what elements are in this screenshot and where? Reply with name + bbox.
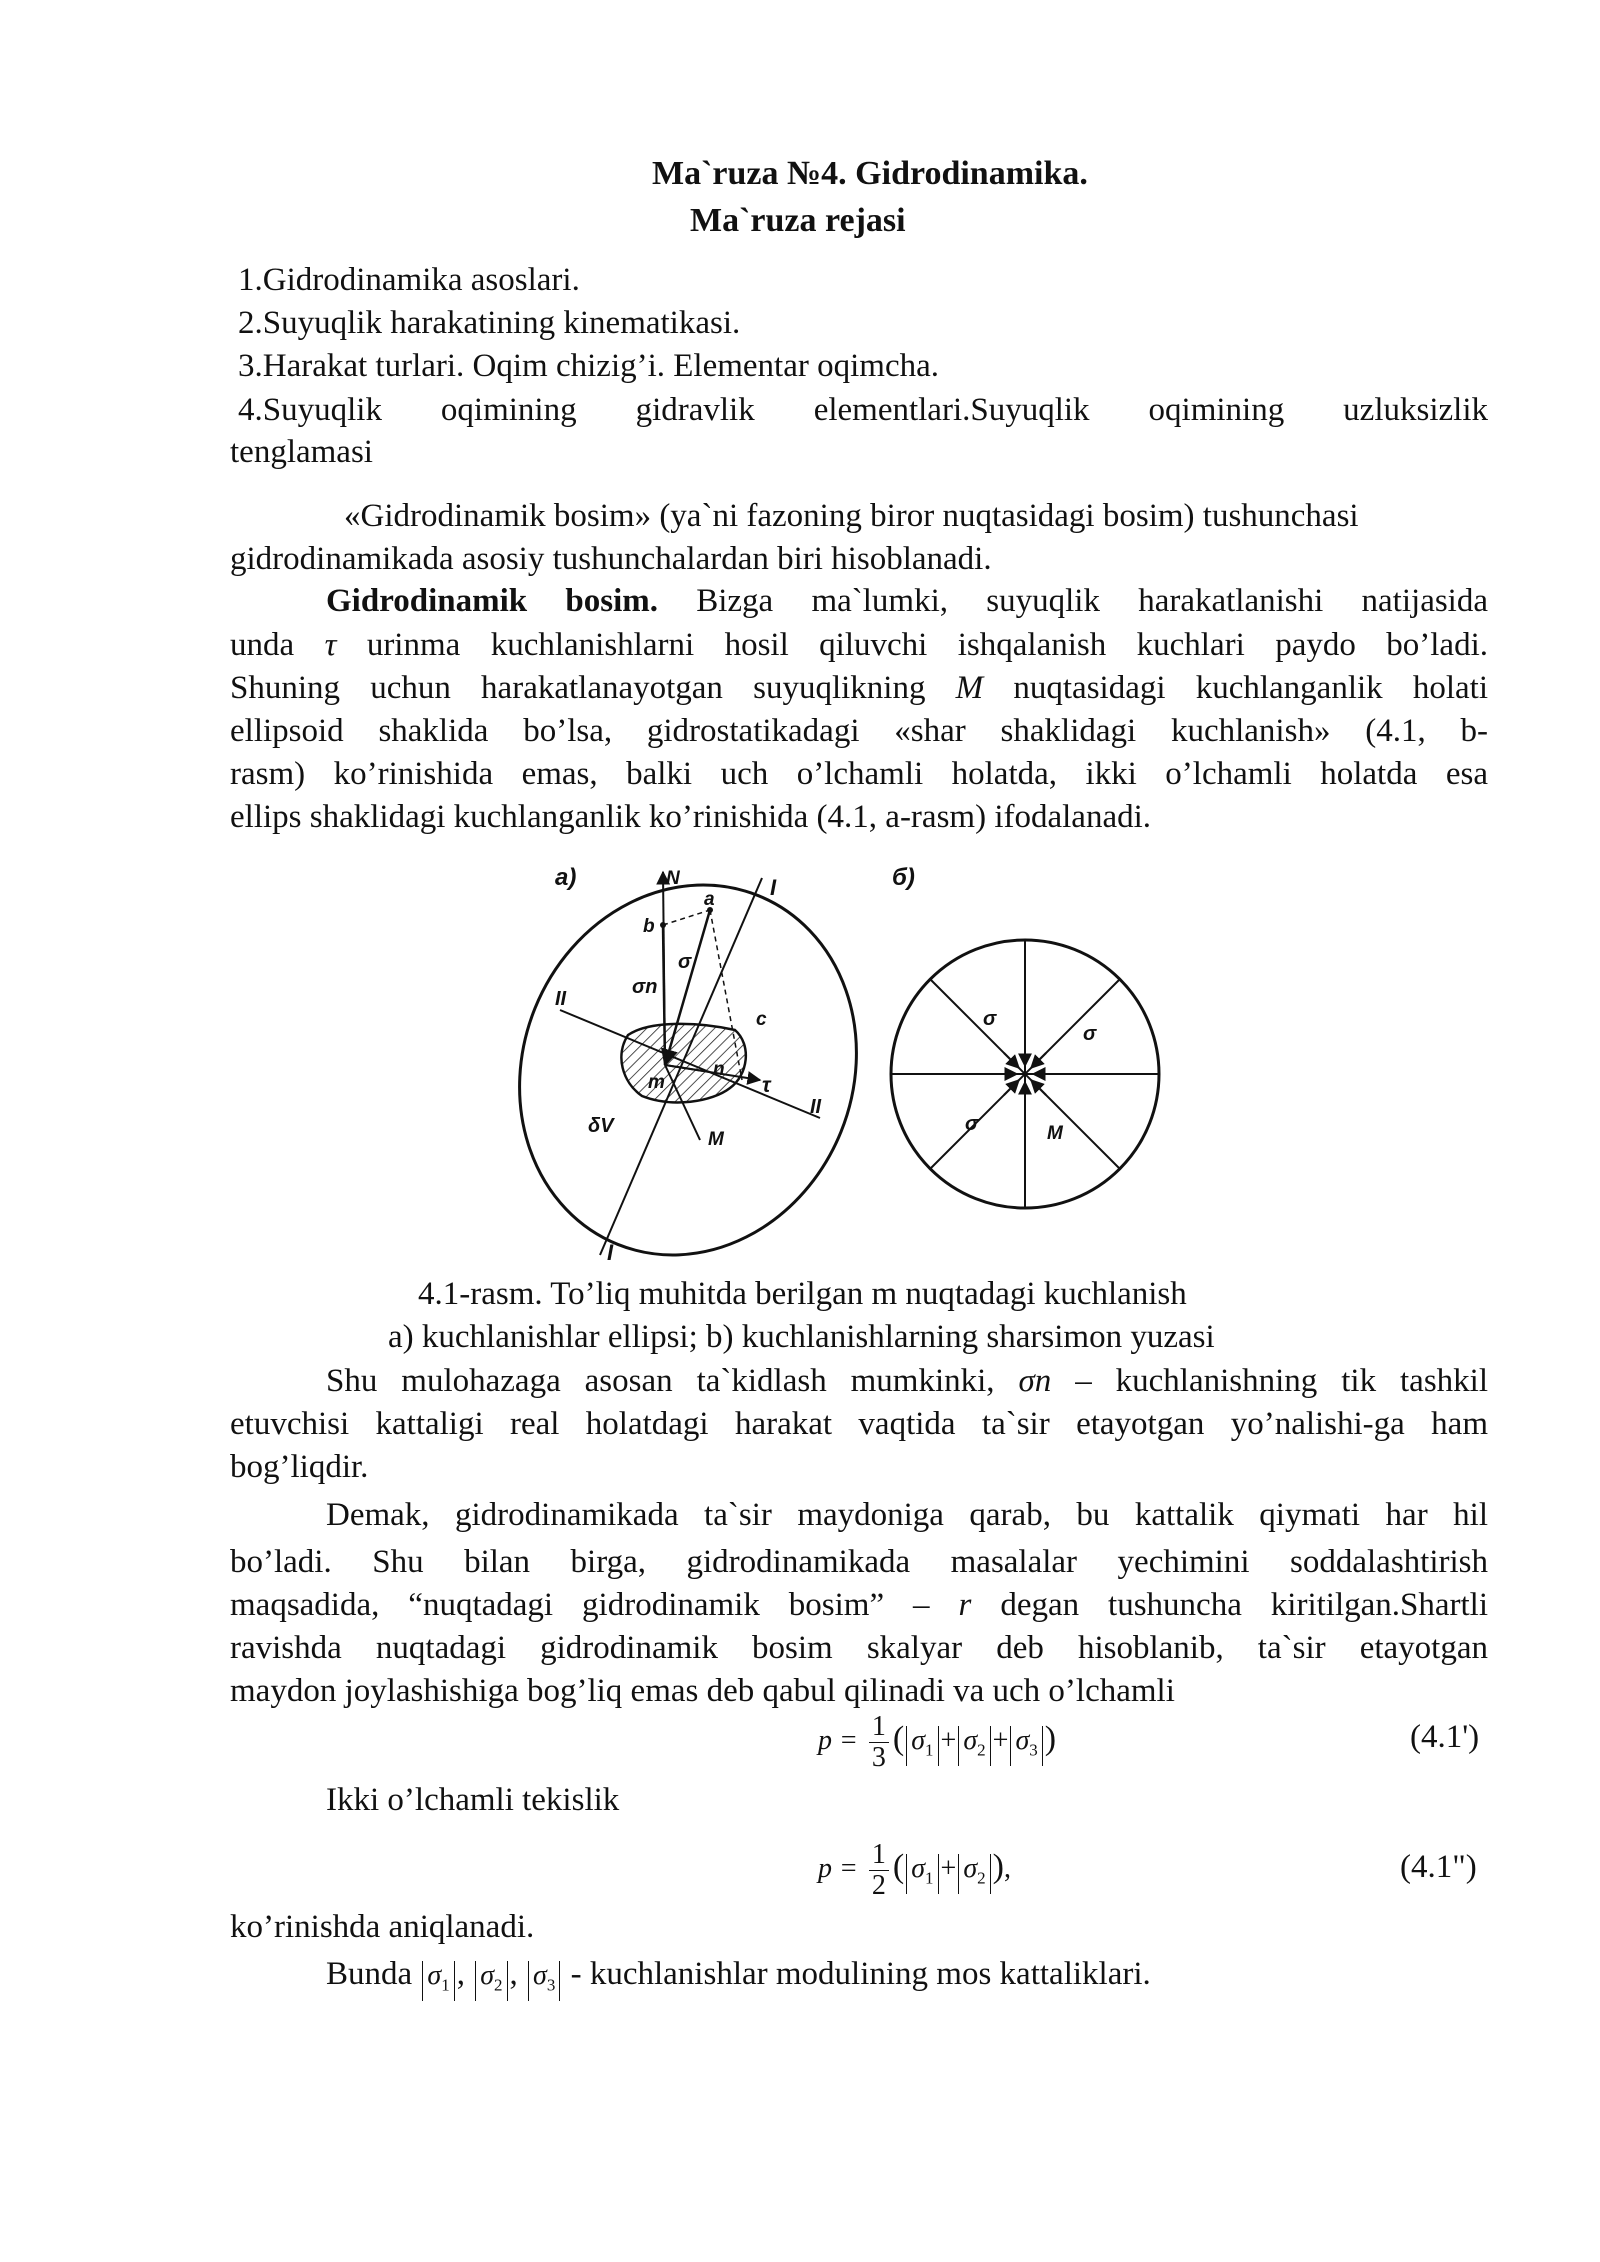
final-b: - kuchlanishlar modulining mos kattaliklari. [570, 1956, 1151, 1992]
final-line: Bunda $\sigma_1$ , $\sigma_2$ , $\sigma_3$ - kuchlanishlar modulining mos kattaliklari. [326, 1952, 1151, 2001]
label-n: n [713, 1059, 725, 1080]
equation-number-1: (4.1') [1410, 1719, 1480, 1755]
label-sigma: σ [678, 951, 692, 973]
para3-line-1: Demak, gidrodinamikada ta`sir maydoniga qarab, bu kattalik qiymati har hil [326, 1497, 1488, 1533]
para1-line-2a: unda [230, 627, 295, 663]
para3-line-3 [230, 1583, 1488, 1627]
para1-line-5: rasm) ko’rinishida emas, balki uch o’lchamli holatda, ikki o’lchamli holatda esa [230, 756, 1488, 792]
label-N: N [666, 868, 680, 889]
label-tau: τ [762, 1074, 771, 1097]
para1-line-6: ellips shaklidagi kuchlanganlik ko’rinishida (4.1, a-rasm) ifodalanadi. [230, 799, 1152, 835]
para2-line-1 [326, 1359, 1488, 1403]
para1-line-1-text: Bizga ma`lumki, suyuqlik harakatlanishi natijasida [696, 583, 1488, 619]
intro-line-1: «Gidrodinamik bosim» (ya`ni fazoning biror nuqtasidagi bosim) tushunchasi [344, 498, 1359, 534]
para1-line-4: ellipsoid shaklida bo’lsa, gidrostatikadagi «shar shaklidagi kuchlanish» (4.1, b- [230, 713, 1488, 749]
after-equation-text: ko’rinishda aniqlanadi. [230, 1909, 535, 1945]
eq1-fraction: $\frac{1}{3}$ [869, 1712, 889, 1773]
label-a: a [704, 889, 715, 910]
para2-line-1b: – kuchlanishning tik tashkil [1075, 1363, 1488, 1399]
label-II-right: II [810, 1096, 822, 1118]
label-sigma-n: σn [632, 976, 658, 998]
point-b [660, 922, 666, 928]
tau-symbol: τ [324, 627, 337, 663]
projection-ab [663, 910, 710, 925]
label-dV: δV [588, 1115, 614, 1137]
plan-item-2: 2.Suyuqlik harakatining kinematikasi. [238, 305, 741, 341]
eq2-fraction: $\frac{1}{2}$ [869, 1840, 889, 1901]
para2-line-2: etuvchisi kattaligi real holatdagi harakat vaqtida ta`sir etayotgan yo’nalishi-ga ham [230, 1406, 1488, 1442]
r-symbol: r [958, 1587, 972, 1623]
label-II-left: II [555, 988, 567, 1010]
label-sigma-b2: σ [1083, 1023, 1097, 1045]
para2-line-1a: Shu mulohazaga asosan ta`kidlash mumkinki, [326, 1363, 995, 1399]
sigma-n-symbol: σn [1018, 1363, 1052, 1399]
figure-caption-2: a) kuchlanishlar ellipsi; b) kuchlanishlarning sharsimon yuzasi [388, 1319, 1215, 1355]
volume-dV [621, 1024, 745, 1103]
label-m: m [648, 1072, 665, 1093]
para1-line-3a: Shuning uchun harakatlanayotgan suyuqlikning [230, 670, 926, 706]
para3-line-5: maydon joylashishiga bog’liq emas deb qabul qilinadi va uch o’lchamli [230, 1673, 1175, 1709]
label-sigma-b1: σ [983, 1008, 997, 1030]
fig-b-label: б) [892, 864, 915, 891]
plan-heading: Ma`ruza rejasi [690, 202, 906, 239]
label-I-top: I [770, 875, 777, 900]
label-c: c [756, 1009, 767, 1030]
para1-line-3b: nuqtasidagi kuchlanganlik holati [1013, 670, 1488, 706]
lecture-title: Ma`ruza №4. Gidrodinamika. [652, 155, 1088, 192]
eq2-lhs: p = [818, 1852, 858, 1884]
two-dim-label: Ikki o’lchamli tekislik [326, 1782, 620, 1818]
stress-ellipse-diagram [465, 834, 912, 1306]
equation-4-1a: p = $\frac{1}{3}$ ( $\sigma_1 + \sigma_2 + \sigma_3$ ) [818, 1711, 1057, 1773]
figure-caption-1: 4.1-rasm. To’liq muhitda berilgan m nuqtadagi kuchlanish [418, 1276, 1187, 1312]
para1-line-2b: urinma kuchlanishlarni hosil qiluvchi ishqalanish kuchlari paydo bo’ladi. [366, 627, 1488, 663]
para3-line-3a: maqsadida, “nuqtadagi gidrodinamik bosim” – [230, 1587, 930, 1623]
point-M: M [955, 670, 984, 706]
label-I-bottom: I [607, 1240, 614, 1265]
para3-line-2: bo’ladi. Shu bilan birga, gidrodinamikada masalalar yechimini soddalashtirish [230, 1544, 1488, 1580]
plan-item-3: 3.Harakat turlari. Oqim chizig’i. Elementar oqimcha. [238, 348, 939, 384]
para2-line-3: bog’liqdir. [230, 1449, 369, 1485]
final-a: Bunda [326, 1956, 413, 1992]
plan-item-4-cont: tenglamasi [230, 434, 373, 470]
para3-line-4: ravishda nuqtadagi gidrodinamik bosim skalyar deb hisoblanib, ta`sir etayotgan [230, 1630, 1488, 1666]
para3-line-3b: degan tushuncha kiritilgan.Shartli [1000, 1587, 1489, 1623]
eq1-lhs: p = [818, 1724, 858, 1756]
plan-item-1: 1.Gidrodinamika asoslari. [238, 262, 580, 298]
fig-a-label: a) [555, 864, 577, 891]
label-M: M [708, 1129, 724, 1150]
stress-sphere-diagram [891, 864, 1159, 1208]
section-term: Gidrodinamik bosim. [326, 583, 658, 619]
equation-number-2: (4.1") [1400, 1849, 1477, 1885]
intro-line-2: gidrodinamikada asosiy tushunchalardan biri hisoblanadi. [230, 541, 992, 577]
label-M-b: M [1047, 1123, 1063, 1144]
equation-4-1b: p = $\frac{1}{2}$ ( $\sigma_1 + \sigma_2$ ), [818, 1839, 1011, 1901]
label-sigma-b3: σ [965, 1113, 979, 1135]
plan-item-4: 4.Suyuqlik oqimining gidravlik elementlari.Suyuqlik oqimining uzluksizlik [238, 392, 1488, 428]
label-b: b [643, 916, 655, 937]
